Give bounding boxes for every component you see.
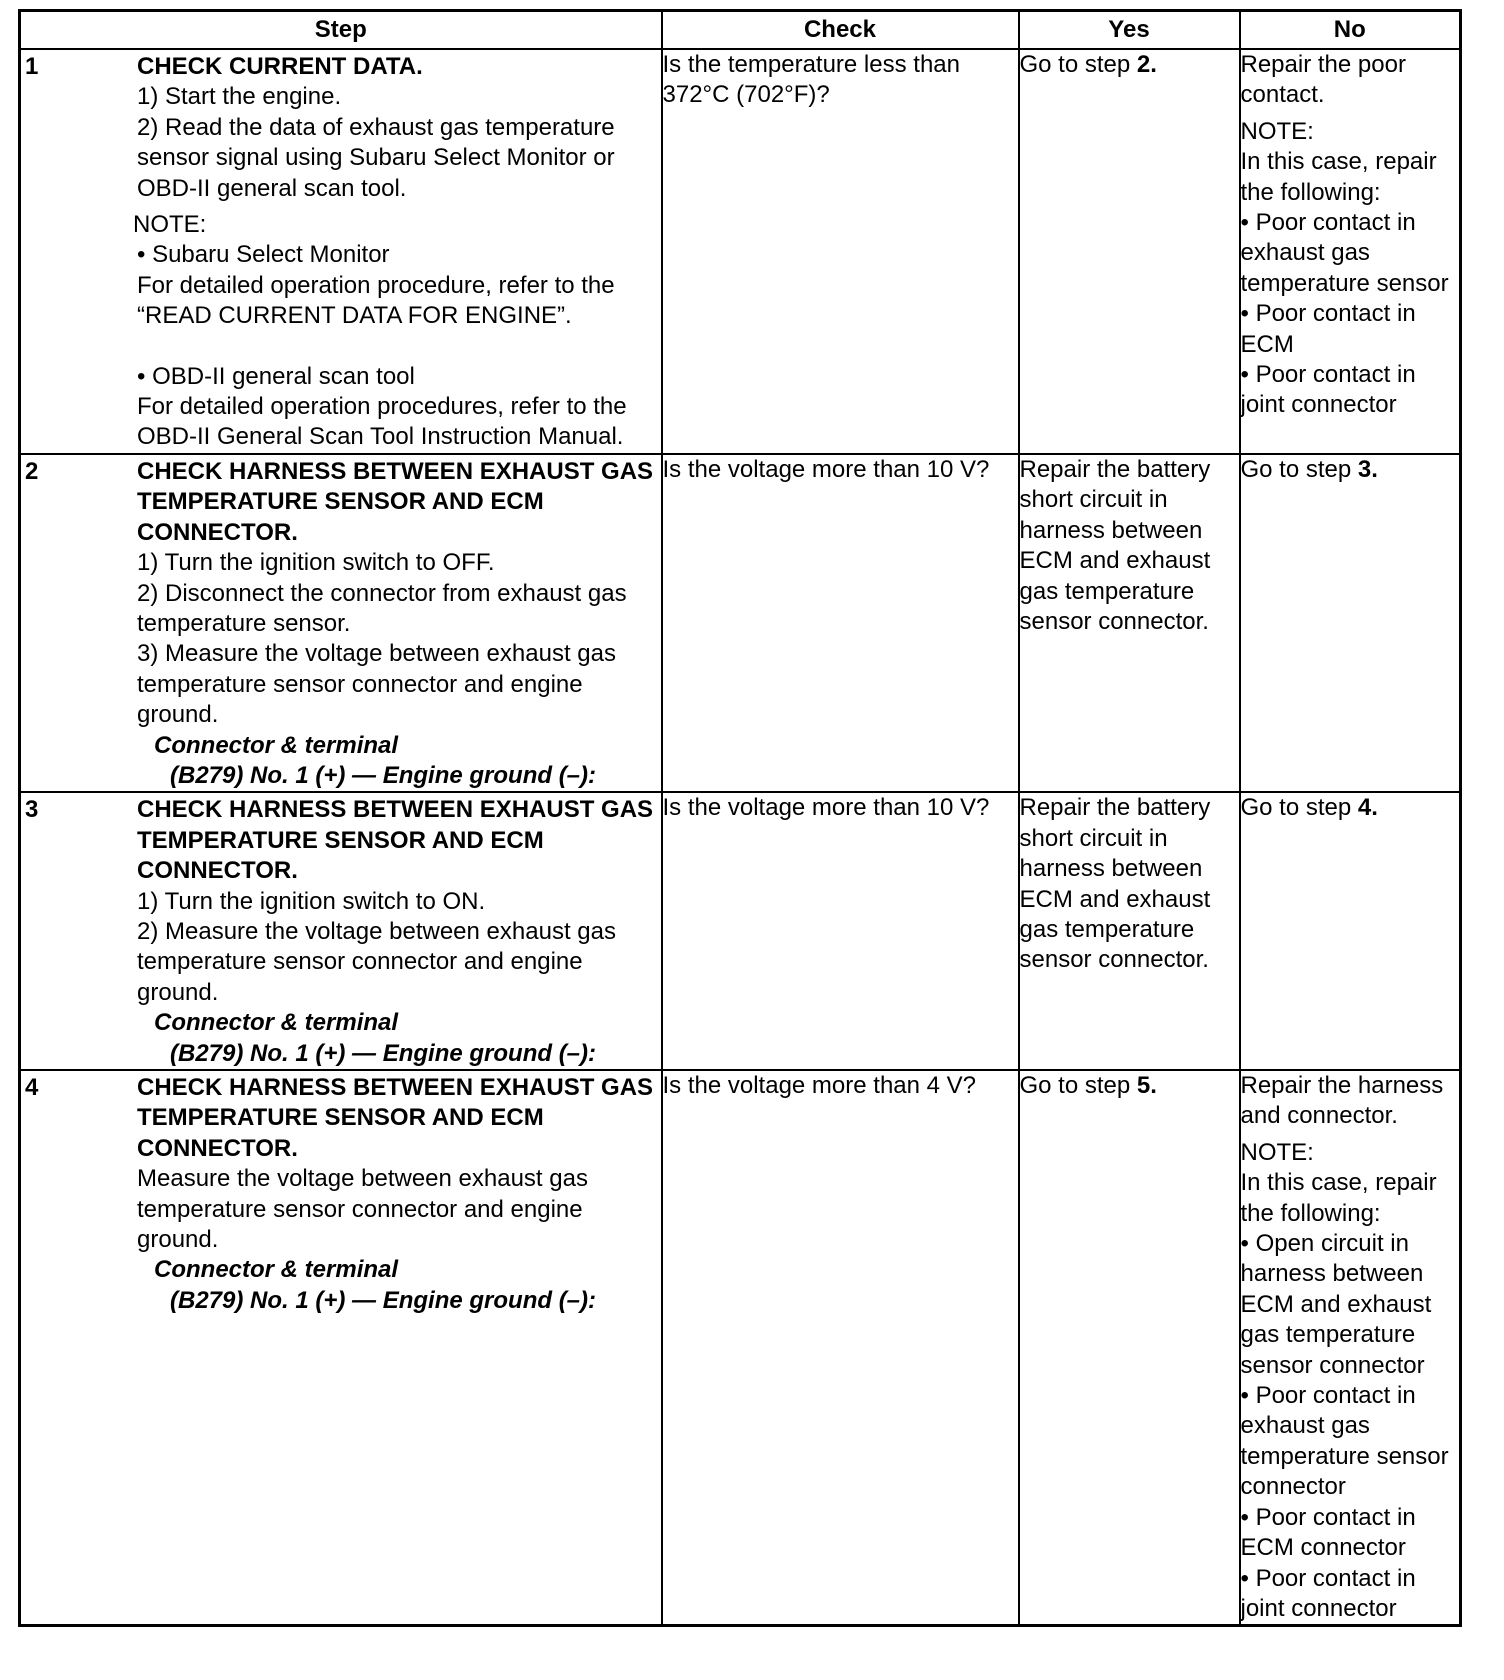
table-row (20, 454, 1461, 792)
check-cell: Is the voltage more than 4 V? (662, 1070, 1019, 1626)
step-title: CHECK HARNESS BETWEEN EXHAUST GAS TEMPERATURE SENSOR AND ECM CONNECTOR. (137, 457, 654, 546)
connector-value: (B279) No. 1 (+) — Engine ground (–): (170, 1286, 597, 1314)
note-label: NOTE: (133, 211, 207, 239)
instruction: 1) Start the engine. (137, 83, 342, 111)
no-note-intro: In this case, repair the following: (1240, 148, 1437, 206)
step-number: 2 (25, 457, 39, 485)
no-text: Repair the harness and connector. (1240, 1072, 1444, 1130)
step-number: 4 (25, 1074, 39, 1101)
goto-suffix: . (1371, 455, 1378, 483)
header-step: Step (20, 11, 662, 50)
goto-suffix: . (1150, 51, 1157, 78)
no-item: • Poor contact in joint connector (1240, 361, 1416, 419)
check-cell: Is the voltage more than 10 V? (662, 792, 1019, 1070)
goto-step: 2 (1136, 51, 1151, 78)
connector-label: Connector & terminal (154, 1009, 399, 1037)
goto-suffix: . (1371, 794, 1378, 822)
connector-label: Connector & terminal (154, 1256, 399, 1284)
instruction: 2) Read the data of exhaust gas temperature sensor signal using Subaru Select Monitor or OBD-II general scan tool. (137, 113, 615, 202)
no-item: • Poor contact in exhaust gas temperature sensor connector (1240, 1382, 1449, 1501)
spacer (137, 332, 657, 362)
diagnostic-table (18, 9, 1462, 1627)
instruction: 3) Measure the voltage between exhaust gas temperature sensor connector and engine ground. (137, 640, 616, 729)
step-title: CHECK HARNESS BETWEEN EXHAUST GAS TEMPERATURE SENSOR AND ECM CONNECTOR. (137, 1074, 654, 1162)
check-cell: Is the voltage more than 10 V? (662, 454, 1019, 792)
no-cell (1240, 454, 1461, 792)
instruction: 2) Measure the voltage between exhaust gas temperature sensor connector and engine ground. (137, 917, 616, 1006)
note-bullet: • Subaru Select Monitor (137, 241, 390, 269)
note-bullet: • OBD-II general scan tool (137, 362, 415, 390)
header-no: No (1240, 11, 1461, 50)
step-title: CHECK CURRENT DATA. (137, 53, 423, 80)
no-note-label: NOTE: (1240, 1138, 1314, 1166)
connector-value: (B279) No. 1 (+) — Engine ground (–): (170, 1039, 597, 1067)
goto-step: 5 (1136, 1072, 1151, 1099)
no-item: • Poor contact in joint connector (1240, 1564, 1416, 1622)
note-text: For detailed operation procedures, refer to the OBD-II General Scan Tool Instruction Manual. (137, 393, 627, 451)
table-row (20, 1070, 1461, 1626)
no-item: • Open circuit in harness between ECM and exhaust gas temperature sensor connector (1240, 1230, 1432, 1379)
goto-suffix: . (1150, 1072, 1157, 1099)
step-cell (20, 454, 662, 792)
header-check: Check (662, 11, 1019, 50)
goto-step: 4 (1357, 794, 1372, 822)
instruction: Measure the voltage between exhaust gas temperature sensor connector and engine ground. (137, 1165, 588, 1254)
instruction: 2) Disconnect the connector from exhaust gas temperature sensor. (137, 579, 627, 637)
no-item: • Poor contact in ECM (1240, 300, 1416, 358)
no-note-intro: In this case, repair the following: (1240, 1169, 1437, 1227)
no-cell (1240, 49, 1461, 454)
connector-label: Connector & terminal (154, 731, 399, 759)
check-cell: Is the temperature less than 372°C (702°F)? (662, 49, 1019, 454)
table-row (20, 792, 1461, 1070)
step-cell (20, 49, 662, 454)
connector-value: (B279) No. 1 (+) — Engine ground (–): (170, 761, 597, 789)
table-row (20, 49, 1461, 454)
goto-step: 3 (1357, 455, 1372, 483)
yes-cell (1019, 1070, 1240, 1626)
goto-text: Go to step (1240, 794, 1358, 822)
goto-text: Go to step (1019, 51, 1137, 78)
instruction: 1) Turn the ignition switch to OFF. (137, 549, 495, 577)
step-title: CHECK HARNESS BETWEEN EXHAUST GAS TEMPERATURE SENSOR AND ECM CONNECTOR. (137, 796, 654, 885)
header-yes: Yes (1019, 11, 1240, 50)
no-item: • Poor contact in exhaust gas temperature sensor (1240, 209, 1449, 297)
yes-cell (1019, 49, 1240, 454)
note-text: For detailed operation procedure, refer to the “READ CURRENT DATA FOR ENGINE”. (137, 271, 615, 330)
header-row (20, 11, 1461, 50)
yes-cell: Repair the battery short circuit in harness between ECM and exhaust gas temperature sensor connector. (1019, 454, 1240, 792)
no-item: • Poor contact in ECM connector (1240, 1503, 1416, 1562)
goto-text: Go to step (1240, 455, 1358, 483)
instruction: 1) Turn the ignition switch to ON. (137, 887, 486, 915)
yes-cell: Repair the battery short circuit in harness between ECM and exhaust gas temperature sensor connector. (1019, 792, 1240, 1070)
goto-text: Go to step (1019, 1072, 1137, 1099)
no-note-label: NOTE: (1240, 117, 1314, 145)
step-cell (20, 1070, 662, 1626)
step-number: 1 (25, 53, 39, 80)
step-cell (20, 792, 662, 1070)
no-cell (1240, 1070, 1461, 1626)
step-number: 3 (25, 796, 39, 824)
no-cell (1240, 792, 1461, 1070)
no-text: Repair the poor contact. (1240, 51, 1406, 109)
